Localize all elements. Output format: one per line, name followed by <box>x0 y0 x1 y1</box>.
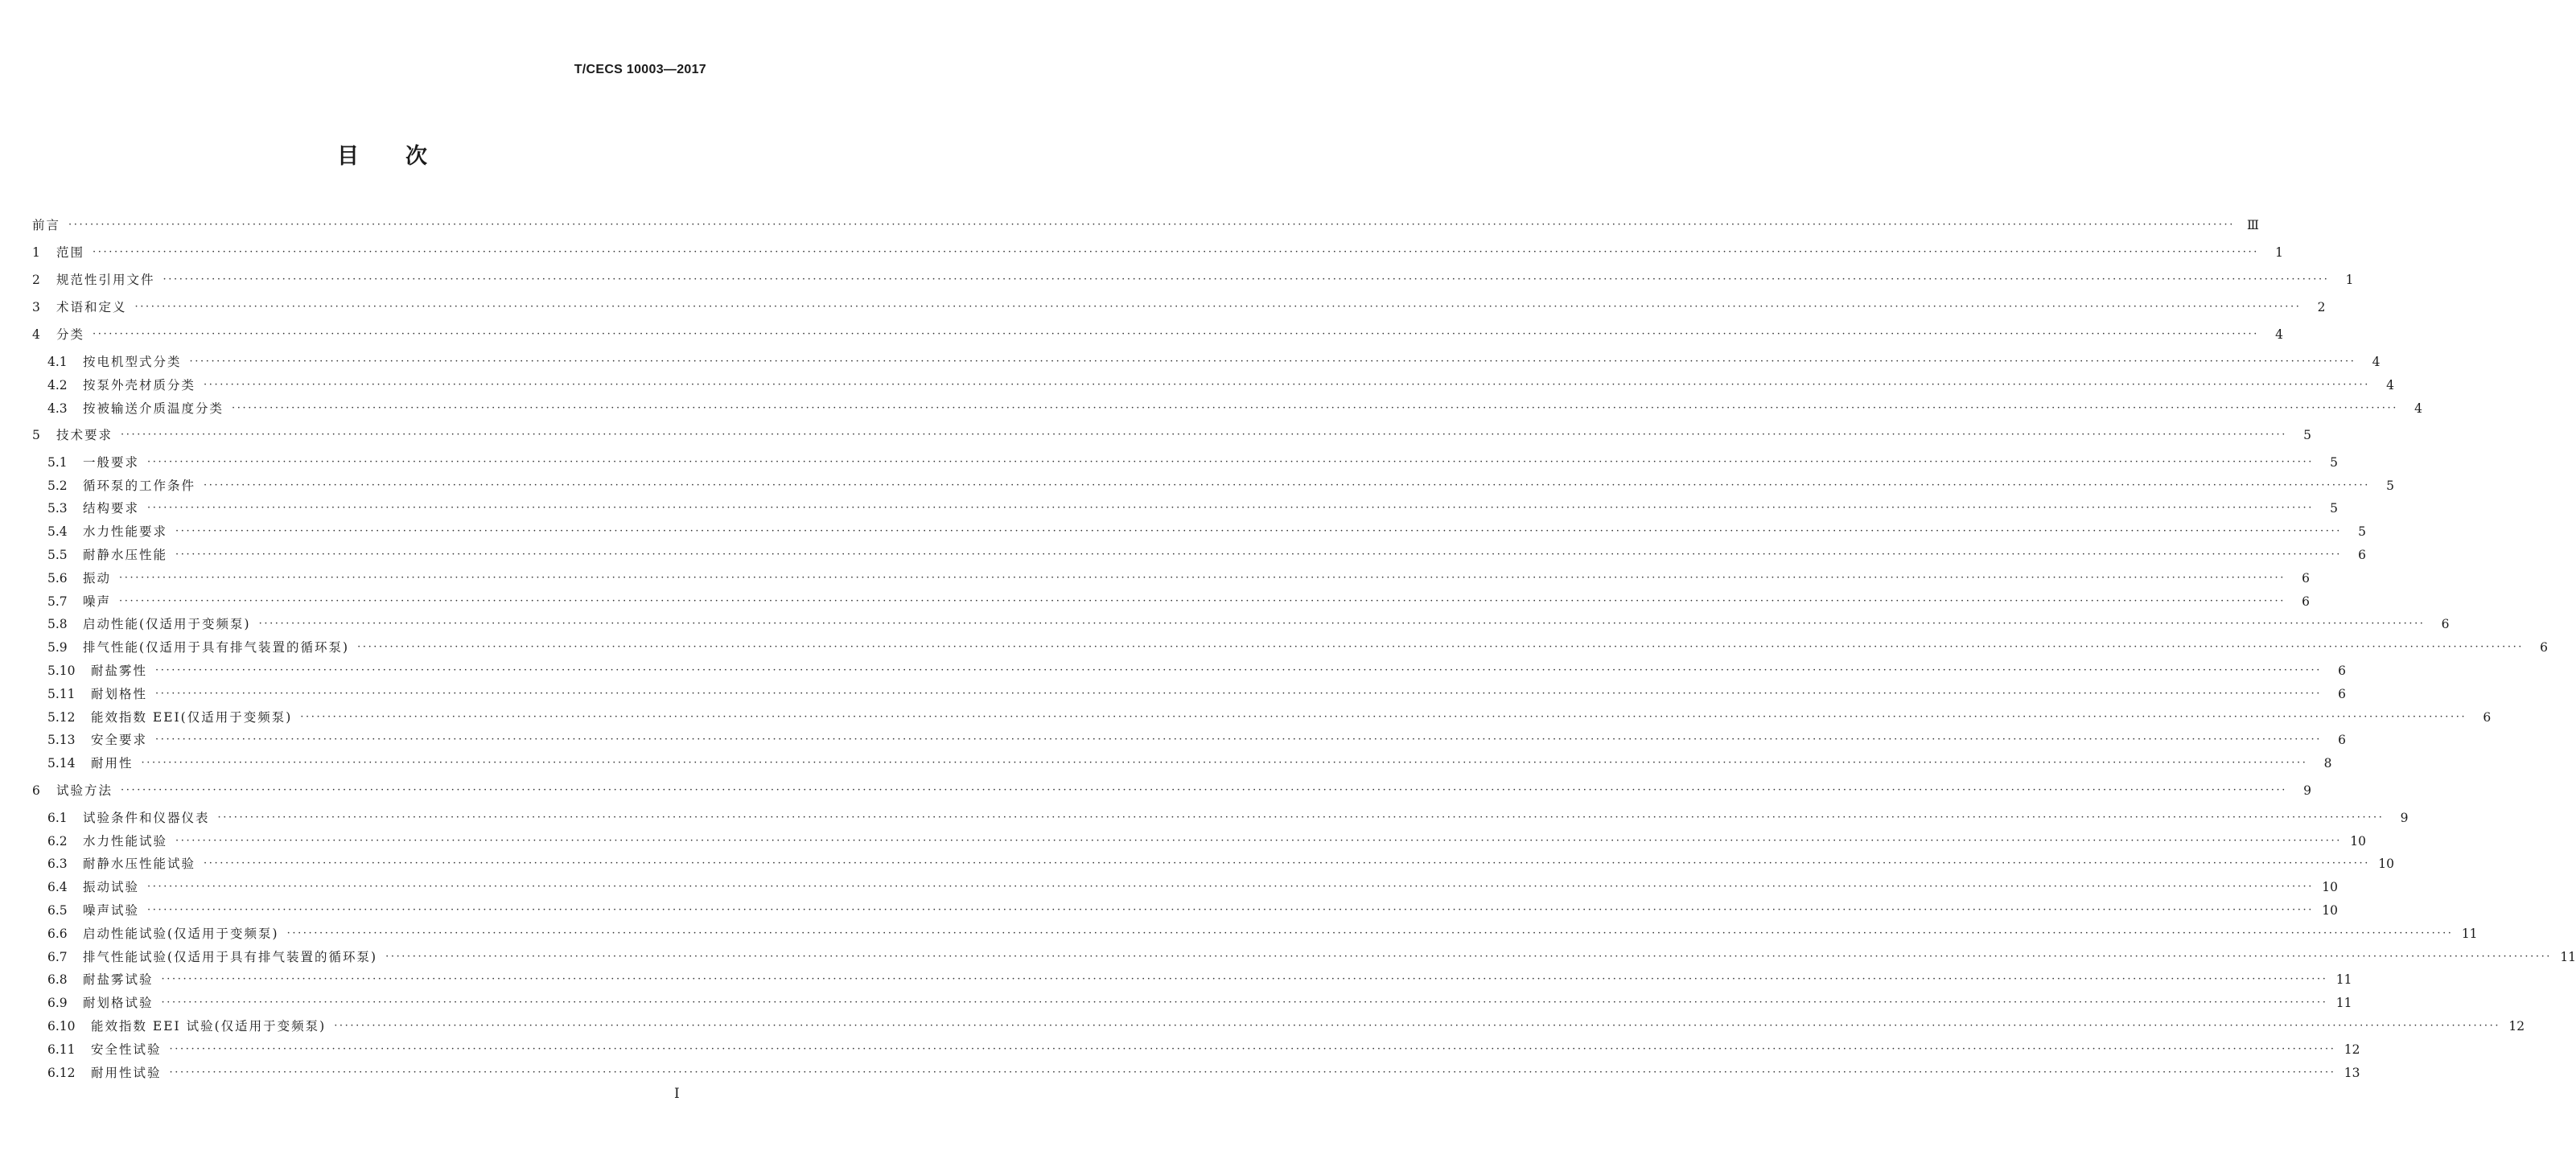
toc-entry-number: 5.2 <box>47 479 68 493</box>
toc-entry-number: 6.3 <box>47 857 68 871</box>
toc-leader-dots: ················································································································································································································································································································································································································ <box>232 402 2398 414</box>
toc-entry[interactable] <box>0 352 2381 372</box>
toc-entry-page: 4 <box>2414 401 2422 416</box>
toc-leader-dots: ················································································································································································································································································································································································································ <box>147 881 2314 893</box>
toc-entry[interactable] <box>0 1040 2360 1059</box>
toc-leader-dots: ················································································································································································································································································································································································································ <box>175 835 2342 847</box>
toc-entry-page: 6 <box>2483 710 2492 725</box>
toc-entry-number: 4.2 <box>47 378 68 392</box>
toc-entry[interactable] <box>0 614 2450 634</box>
toc-leader-dots: ················································································································································································································································································································································································································ <box>161 997 2328 1009</box>
toc-leader-dots: ················································································································································································································································································································································································································ <box>119 572 2286 584</box>
toc-entry-page: 11 <box>2335 972 2352 987</box>
toc-entry-page: 6 <box>2441 617 2450 631</box>
toc-entry-number: 6.7 <box>47 950 68 964</box>
toc-leader-dots: ················································································································································································································································································································································································································ <box>161 973 2328 985</box>
toc-entry-number: 6.8 <box>47 972 68 987</box>
standard-code: T/CECS 10003—2017 <box>574 63 706 76</box>
toc-entry-title: 排气性能试验(仅适用于具有排气装置的循环泵) <box>83 950 378 964</box>
toc-entry-number: 4 <box>32 327 40 342</box>
toc-entry-title: 振动试验 <box>83 880 140 894</box>
toc-entry[interactable] <box>0 1063 2360 1083</box>
toc-entry[interactable] <box>0 545 2366 565</box>
toc-leader-dots: ················································································································································································································································································································································································································ <box>155 734 2322 746</box>
toc-entry-number: 3 <box>32 300 40 314</box>
page-title: 目次 <box>337 144 474 169</box>
toc-entry-page: 6 <box>2338 687 2346 701</box>
toc-entry-title: 耐静水压性能试验 <box>83 857 196 871</box>
toc-entry-page: 4 <box>2386 378 2394 392</box>
toc-leader-dots: ················································································································································································································································································································································································································ <box>121 784 2287 796</box>
toc-entry-page: 5 <box>2303 428 2311 442</box>
toc-entry-page: 9 <box>2400 811 2409 825</box>
toc-entry-page: 11 <box>2335 996 2352 1010</box>
toc-entry-page: 11 <box>2560 950 2576 964</box>
toc-entry-page: 8 <box>2323 756 2332 771</box>
toc-entry-page: 5 <box>2330 455 2338 470</box>
toc-entry-number: 6.12 <box>47 1066 76 1080</box>
toc-entry-number: 6.9 <box>47 996 68 1010</box>
toc-entry[interactable] <box>0 499 2338 518</box>
toc-entry-page: 10 <box>2350 834 2366 849</box>
toc-entry-number: 5.11 <box>47 687 76 701</box>
toc-entry-page: 10 <box>2322 880 2338 894</box>
toc-entry-title: 水力性能要求 <box>83 524 168 539</box>
toc-entry-page: 6 <box>2540 640 2549 655</box>
toc-entry-number: 5.6 <box>47 571 68 586</box>
toc-entry-title: 循环泵的工作条件 <box>83 479 196 493</box>
toc-entry[interactable] <box>0 781 2311 800</box>
toc-entry[interactable] <box>0 453 2338 472</box>
toc-entry-number: 6.4 <box>47 880 68 894</box>
toc-leader-dots: ················································································································································································································································································································································································································ <box>147 904 2314 916</box>
toc-leader-dots: ················································································································································································································································································································································································································ <box>141 757 2308 769</box>
toc-entry[interactable] <box>0 684 2346 704</box>
toc-leader-dots: ················································································································································································································································································································································································································ <box>93 328 2259 340</box>
toc-entry-title: 噪声试验 <box>83 903 140 918</box>
toc-entry-number: 6.1 <box>47 811 68 825</box>
toc-entry-number: 5.12 <box>47 710 76 725</box>
toc-entry-number: 6 <box>32 783 40 798</box>
toc-leader-dots: ················································································································································································································································································································································································································ <box>357 641 2525 653</box>
toc-entry-title: 结构要求 <box>83 501 140 516</box>
toc-leader-dots: ················································································································································································································································································································································································································ <box>155 664 2322 676</box>
toc-leader-dots: ················································································································································································································································································································································································································ <box>204 379 2370 391</box>
toc-entry-page: 9 <box>2303 783 2311 798</box>
toc-entry-title: 耐划格试验 <box>83 996 154 1010</box>
toc-entry-title: 启动性能试验(仅适用于变频泵) <box>83 927 279 941</box>
toc-entry-number: 6.10 <box>47 1019 76 1034</box>
toc-entry-title: 耐盐雾性 <box>91 664 148 678</box>
toc-entry[interactable] <box>0 298 2326 317</box>
toc-entry-number: 6.6 <box>47 927 68 941</box>
toc-entry-number: 5.8 <box>47 617 68 631</box>
toc-entry-title: 按电机型式分类 <box>83 355 182 369</box>
toc-entry[interactable] <box>0 216 2259 235</box>
toc-leader-dots: ················································································································································································································································································································································································································ <box>134 301 2302 313</box>
toc-entry-page: 13 <box>2344 1066 2360 1080</box>
toc-leader-dots: ················································································································································································································································································································································································································ <box>93 246 2259 258</box>
toc-entry-page: 1 <box>2345 273 2354 287</box>
toc-entry-number: 5.13 <box>47 733 76 747</box>
toc-entry[interactable] <box>0 476 2394 495</box>
toc-entry-title: 耐用性 <box>91 756 134 771</box>
toc-entry-title: 分类 <box>56 327 85 342</box>
toc-leader-dots: ················································································································································································································································································································································································································ <box>258 618 2426 630</box>
toc-entry-page: 6 <box>2338 664 2346 678</box>
toc-entry[interactable] <box>0 270 2354 290</box>
toc-leader-dots: ················································································································································································································································································································································································································ <box>334 1020 2501 1032</box>
toc-entry-page: 12 <box>2344 1042 2360 1057</box>
toc-entry[interactable] <box>0 243 2283 262</box>
toc-entry-page: Ⅲ <box>2247 218 2259 232</box>
toc-entry-page: 10 <box>2322 903 2338 918</box>
toc-entry[interactable] <box>0 993 2352 1013</box>
toc-entry-page: 6 <box>2302 594 2310 609</box>
toc-leader-dots: ················································································································································································································································································································································································································ <box>300 711 2467 723</box>
toc-leader-dots: ················································································································································································································································································································································································································ <box>163 273 2330 286</box>
toc-entry-title: 安全要求 <box>91 733 148 747</box>
toc-entry-title: 耐盐雾试验 <box>83 972 154 987</box>
toc-leader-dots: ················································································································································································································································································································································································································ <box>147 502 2314 514</box>
toc-entry-number: 5.7 <box>47 594 68 609</box>
toc-entry[interactable] <box>0 1017 2525 1036</box>
toc-leader-dots: ················································································································································································································································································································································································································ <box>169 1066 2336 1079</box>
toc-entry[interactable] <box>0 808 2409 828</box>
toc-entry[interactable] <box>0 901 2338 920</box>
toc-entry-number: 5 <box>32 428 40 442</box>
toc-entry-title: 能效指数 EEI(仅适用于变频泵) <box>91 710 293 725</box>
toc-entry-page: 11 <box>2461 927 2478 941</box>
toc-entry-page: 5 <box>2358 524 2366 539</box>
toc-leader-dots: ················································································································································································································································································································································································································ <box>189 355 2356 368</box>
toc-leader-dots: ················································································································································································································································································································································································································ <box>121 429 2287 441</box>
toc-entry[interactable] <box>0 854 2394 873</box>
toc-entry-number: 4.3 <box>47 401 68 416</box>
toc-leader-dots: ················································································································································································································································································································································································································ <box>204 479 2370 491</box>
toc-entry-number: 6.11 <box>47 1042 76 1057</box>
toc-entry-title: 水力性能试验 <box>83 834 168 849</box>
toc-leader-dots: ················································································································································································································································································································································································································ <box>68 219 2235 231</box>
toc-entry[interactable] <box>0 947 2576 967</box>
toc-entry[interactable] <box>0 970 2352 989</box>
toc-entry-title: 按被输送介质温度分类 <box>83 401 224 416</box>
toc-entry[interactable] <box>0 754 2332 773</box>
toc-entry-number: 2 <box>32 273 40 287</box>
toc-entry-page: 6 <box>2302 571 2310 586</box>
toc-entry-page: 5 <box>2330 501 2338 516</box>
toc-entry-number: 1 <box>32 245 40 260</box>
toc-entry-page: 2 <box>2317 300 2326 314</box>
toc-entry-page: 10 <box>2378 857 2394 871</box>
toc-leader-dots: ················································································································································································································································································································································································································ <box>217 812 2385 824</box>
toc-entry-title: 能效指数 EEI 试验(仅适用于变频泵) <box>91 1019 327 1034</box>
toc-entry-title: 按泵外壳材质分类 <box>83 378 196 392</box>
toc-entry-title: 排气性能(仅适用于具有排气装置的循环泵) <box>83 640 350 655</box>
toc-entry-number: 4.1 <box>47 355 68 369</box>
toc-entry-page: 4 <box>2372 355 2381 369</box>
toc-leader-dots: ················································································································································································································································································································································································································ <box>169 1043 2336 1055</box>
page-number: I <box>674 1086 680 1102</box>
toc-entry-title: 耐划格性 <box>91 687 148 701</box>
toc-entry-page: 5 <box>2386 479 2394 493</box>
toc-entry[interactable] <box>0 924 2478 943</box>
toc-entry-title: 试验条件和仪器仪表 <box>83 811 210 825</box>
toc-entry[interactable] <box>0 399 2422 418</box>
toc-leader-dots: ················································································································································································································································································································································································································ <box>147 456 2314 468</box>
toc-entry[interactable] <box>0 638 2549 657</box>
toc-leader-dots: ················································································································································································································································································································································································································ <box>155 688 2322 700</box>
toc-leader-dots: ················································································································································································································································································································································································································ <box>119 595 2286 607</box>
toc-entry-title: 振动 <box>83 571 112 586</box>
toc-entry-title: 一般要求 <box>83 455 140 470</box>
toc-leader-dots: ················································································································································································································································································································································································································ <box>286 927 2454 939</box>
toc-leader-dots: ················································································································································································································································································································································································································ <box>175 525 2342 537</box>
toc-entry-number: 5.3 <box>47 501 68 516</box>
toc-entry-number: 6.5 <box>47 903 68 918</box>
toc-entry-page: 1 <box>2275 245 2283 260</box>
toc-entry-title: 耐用性试验 <box>91 1066 162 1080</box>
toc-entry-number: 5.5 <box>47 548 68 562</box>
toc-entry-number: 5.10 <box>47 664 76 678</box>
toc-entry-number: 5.1 <box>47 455 68 470</box>
toc-entry-title: 前言 <box>32 218 61 232</box>
toc-entry-title: 范围 <box>56 245 85 260</box>
toc-entry-page: 6 <box>2338 733 2346 747</box>
toc-leader-dots: ················································································································································································································································································································································································································ <box>204 857 2370 869</box>
toc-entry[interactable] <box>0 376 2394 395</box>
toc-entry-number: 5.4 <box>47 524 68 539</box>
toc-entry[interactable] <box>0 325 2283 344</box>
toc-entry-number: 5.9 <box>47 640 68 655</box>
toc-entry-page: 4 <box>2275 327 2283 342</box>
toc-entry-title: 启动性能(仅适用于变频泵) <box>83 617 251 631</box>
toc-entry[interactable] <box>0 569 2310 588</box>
toc-entry[interactable] <box>0 592 2310 611</box>
toc-entry[interactable] <box>0 832 2366 851</box>
toc-entry[interactable] <box>0 661 2346 680</box>
toc-entry-title: 技术要求 <box>56 428 113 442</box>
toc-entry[interactable] <box>0 708 2492 727</box>
toc-entry-page: 6 <box>2358 548 2366 562</box>
toc-leader-dots: ················································································································································································································································································································································································································ <box>385 951 2553 963</box>
toc-entry-title: 噪声 <box>83 594 112 609</box>
toc-entry-page: 12 <box>2508 1019 2525 1034</box>
toc-entry-title: 规范性引用文件 <box>56 273 155 287</box>
toc-entry[interactable] <box>0 522 2366 541</box>
toc-entry[interactable] <box>0 877 2338 897</box>
toc-entry-number: 6.2 <box>47 834 68 849</box>
toc-entry[interactable] <box>0 730 2346 750</box>
toc-entry-title: 术语和定义 <box>56 300 127 314</box>
toc-leader-dots: ················································································································································································································································································································································································································ <box>175 549 2342 561</box>
toc-entry-title: 耐静水压性能 <box>83 548 168 562</box>
toc-entry-title: 试验方法 <box>56 783 113 798</box>
toc-entry-number: 5.14 <box>47 756 76 771</box>
toc-entry-title: 安全性试验 <box>91 1042 162 1057</box>
toc-entry[interactable] <box>0 425 2311 445</box>
